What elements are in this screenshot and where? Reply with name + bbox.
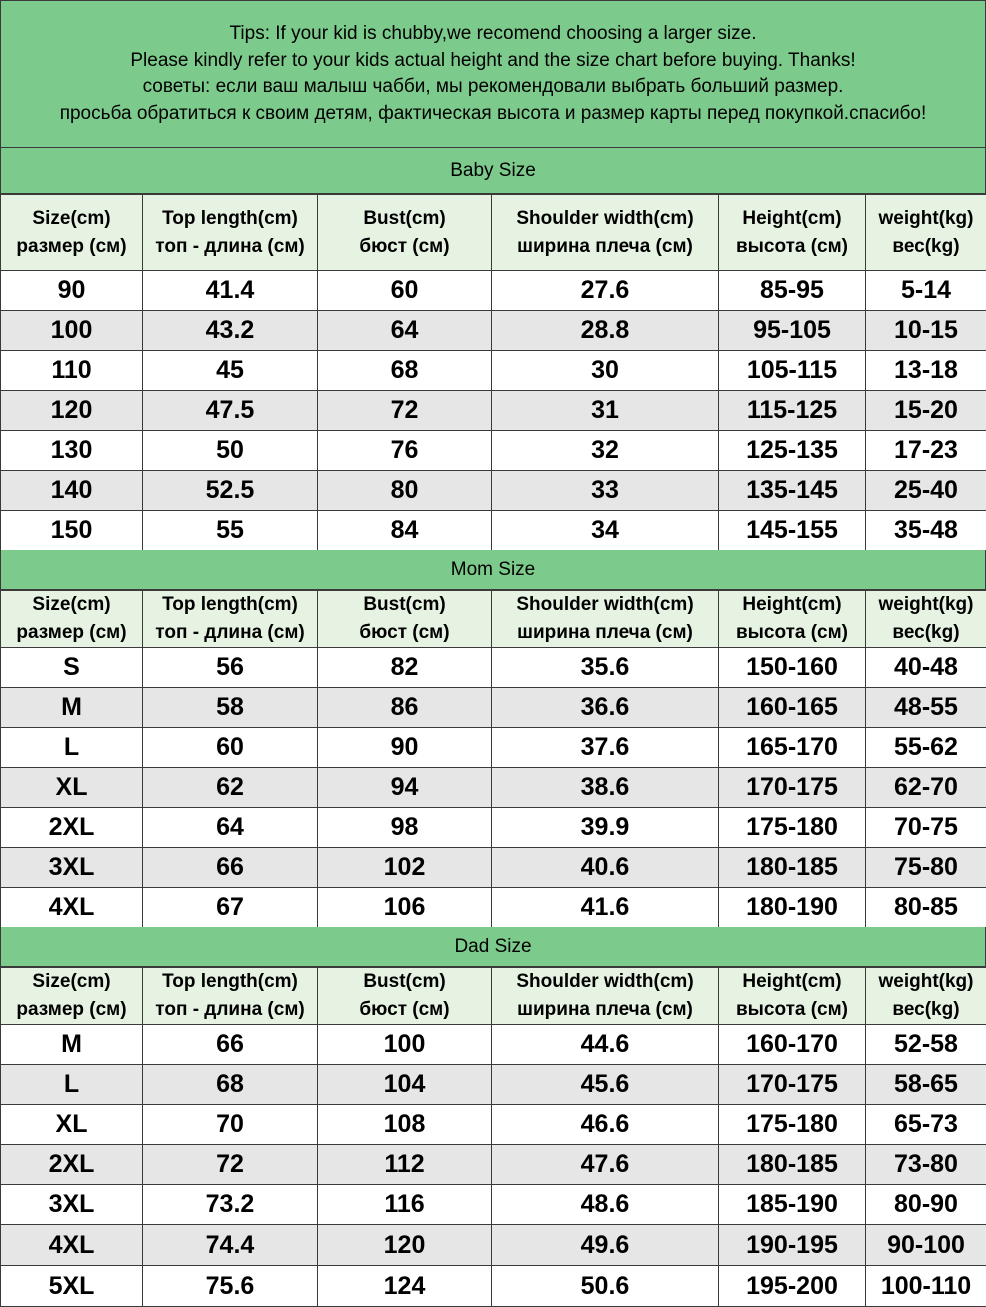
column-header [1,968,143,1025]
column-header-ru: размер (см) [1,233,142,261]
table-cell: 34 [492,511,719,551]
column-header-en: weight(kg) [866,591,986,619]
column-header [143,591,318,648]
table-row [1,1225,986,1266]
table-cell: 68 [318,351,492,391]
table-cell: M [1,1025,143,1065]
column-header-ru: высота (см) [719,233,865,261]
table-cell: 35.6 [492,648,719,688]
table-cell: 160-165 [719,688,866,728]
table-cell: 45.6 [492,1065,719,1105]
column-header-ru: бюст (см) [318,619,491,647]
table-cell: 13-18 [866,351,986,391]
table-cell: 31 [492,391,719,431]
column-header [1,195,143,271]
column-header-ru: высота (см) [719,619,865,647]
table-cell: 72 [143,1145,318,1185]
column-header [318,968,492,1025]
table-cell: 38.6 [492,768,719,808]
table-row [1,1185,986,1225]
mom-size-title: Mom Size [0,550,986,590]
table-cell: 2XL [1,1145,143,1185]
table-cell: 41.6 [492,888,719,928]
table-cell: L [1,728,143,768]
column-header [866,195,986,271]
table-cell: 90 [318,728,492,768]
table-cell: 180-185 [719,1145,866,1185]
table-cell: 5-14 [866,271,986,311]
header-row [1,591,986,648]
table-cell: 47.6 [492,1145,719,1185]
table-cell: 47.5 [143,391,318,431]
column-header-en: weight(kg) [866,968,986,996]
table-cell: 73-80 [866,1145,986,1185]
table-cell: 185-190 [719,1185,866,1225]
table-cell: 80-90 [866,1185,986,1225]
column-header [866,968,986,1025]
table-cell: 5XL [1,1266,143,1307]
column-header-ru: размер (см) [1,619,142,647]
table-cell: 64 [143,808,318,848]
table-cell: 37.6 [492,728,719,768]
table-cell: 41.4 [143,271,318,311]
table-cell: 140 [1,471,143,511]
table-cell: 100 [318,1025,492,1065]
table-cell: 48-55 [866,688,986,728]
table-cell: 120 [1,391,143,431]
table-cell: 125-135 [719,431,866,471]
column-header-ru: ширина плеча (см) [492,233,718,261]
table-cell: 50.6 [492,1266,719,1307]
table-row [1,351,986,391]
table-cell: 75-80 [866,848,986,888]
table-cell: 58-65 [866,1065,986,1105]
table-cell: 74.4 [143,1225,318,1266]
column-header-ru: бюст (см) [318,996,491,1024]
column-header-en: Bust(cm) [318,968,491,996]
table-cell: 72 [318,391,492,431]
table-row [1,431,986,471]
column-header [492,968,719,1025]
table-cell: 66 [143,848,318,888]
table-cell: 90-100 [866,1225,986,1266]
table-cell: 110 [1,351,143,391]
table-cell: 105-115 [719,351,866,391]
table-cell: 150-160 [719,648,866,688]
column-header-en: weight(kg) [866,205,986,233]
table-cell: 17-23 [866,431,986,471]
tips-line: Tips: If your kid is chubby,we recomend choosing a larger size. [230,21,757,48]
table-row [1,808,986,848]
table-cell: XL [1,1105,143,1145]
table-cell: 4XL [1,1225,143,1266]
column-header-en: Top length(cm) [143,968,317,996]
table-row [1,688,986,728]
column-header-en: Height(cm) [719,968,865,996]
column-header-ru: размер (см) [1,996,142,1024]
table-cell: 60 [143,728,318,768]
column-header-en: Size(cm) [1,968,142,996]
table-cell: 85-95 [719,271,866,311]
table-cell: 56 [143,648,318,688]
table-cell: 102 [318,848,492,888]
table-row [1,728,986,768]
table-cell: 44.6 [492,1025,719,1065]
table-cell: 33 [492,471,719,511]
table-cell: 67 [143,888,318,928]
table-cell: 49.6 [492,1225,719,1266]
table-cell: 55-62 [866,728,986,768]
table-cell: 130 [1,431,143,471]
table-cell: 62-70 [866,768,986,808]
baby-size-table [0,194,986,551]
table-cell: 52.5 [143,471,318,511]
column-header-en: Size(cm) [1,591,142,619]
column-header [719,591,866,648]
table-row [1,1105,986,1145]
table-cell: 30 [492,351,719,391]
table-cell: 180-190 [719,888,866,928]
table-cell: 98 [318,808,492,848]
table-cell: 135-145 [719,471,866,511]
column-header-ru: бюст (см) [318,233,491,261]
tips-box [0,0,986,148]
table-row [1,1266,986,1307]
column-header [143,195,318,271]
column-header [143,968,318,1025]
table-cell: 52-58 [866,1025,986,1065]
table-cell: 104 [318,1065,492,1105]
table-cell: 100 [1,311,143,351]
column-header-ru: топ - длина (см) [143,996,317,1024]
table-cell: 116 [318,1185,492,1225]
table-cell: 68 [143,1065,318,1105]
column-header-ru: вес(kg) [866,996,986,1024]
table-cell: L [1,1065,143,1105]
table-cell: 195-200 [719,1266,866,1307]
column-header-en: Height(cm) [719,591,865,619]
column-header [1,591,143,648]
table-cell: 58 [143,688,318,728]
table-row [1,888,986,928]
table-cell: 80 [318,471,492,511]
table-cell: 95-105 [719,311,866,351]
column-header [866,591,986,648]
table-cell: 43.2 [143,311,318,351]
table-cell: 90 [1,271,143,311]
table-cell: 108 [318,1105,492,1145]
column-header [318,591,492,648]
column-header [719,968,866,1025]
table-cell: 76 [318,431,492,471]
column-header-en: Shoulder width(cm) [492,591,718,619]
table-cell: 48.6 [492,1185,719,1225]
column-header-en: Shoulder width(cm) [492,205,718,233]
tips-line: советы: если ваш малыш чабби, мы рекомендовали выбрать больший размер. [143,74,844,101]
table-cell: 190-195 [719,1225,866,1266]
tips-line: просьба обратиться к своим детям, фактическая высота и размер карты перед покупкой.спасибо! [60,101,927,128]
column-header-ru: топ - длина (см) [143,619,317,647]
table-cell: 145-155 [719,511,866,551]
table-cell: 50 [143,431,318,471]
table-row [1,511,986,551]
table-cell: 2XL [1,808,143,848]
table-cell: 60 [318,271,492,311]
table-cell: 39.9 [492,808,719,848]
table-cell: 3XL [1,1185,143,1225]
column-header-ru: топ - длина (см) [143,233,317,261]
table-row [1,1145,986,1185]
table-cell: 36.6 [492,688,719,728]
table-cell: 175-180 [719,1105,866,1145]
table-row [1,768,986,808]
table-cell: 80-85 [866,888,986,928]
table-cell: 64 [318,311,492,351]
table-cell: 170-175 [719,768,866,808]
table-cell: 165-170 [719,728,866,768]
table-cell: 28.8 [492,311,719,351]
table-cell: 82 [318,648,492,688]
column-header-ru: вес(kg) [866,619,986,647]
table-cell: 70-75 [866,808,986,848]
header-row [1,968,986,1025]
table-row [1,311,986,351]
column-header-en: Height(cm) [719,205,865,233]
mom-size-table [0,590,986,928]
table-cell: 10-15 [866,311,986,351]
table-cell: 40.6 [492,848,719,888]
column-header [719,195,866,271]
column-header-ru: вес(kg) [866,233,986,261]
table-cell: M [1,688,143,728]
column-header-en: Top length(cm) [143,591,317,619]
table-cell: 25-40 [866,471,986,511]
table-cell: 32 [492,431,719,471]
table-cell: 3XL [1,848,143,888]
baby-size-title: Baby Size [0,148,986,194]
table-row [1,1065,986,1105]
table-row [1,391,986,431]
column-header-en: Size(cm) [1,205,142,233]
column-header-ru: высота (см) [719,996,865,1024]
tips-line: Please kindly refer to your kids actual height and the size chart before buying. Thanks! [130,48,855,75]
column-header-en: Shoulder width(cm) [492,968,718,996]
column-header [318,195,492,271]
table-cell: 150 [1,511,143,551]
table-cell: 55 [143,511,318,551]
column-header-en: Bust(cm) [318,591,491,619]
column-header-en: Top length(cm) [143,205,317,233]
column-header-ru: ширина плеча (см) [492,619,718,647]
column-header [492,195,719,271]
table-row [1,1025,986,1065]
table-cell: 100-110 [866,1266,986,1307]
table-cell: 124 [318,1266,492,1307]
dad-size-table [0,967,986,1307]
table-row [1,648,986,688]
header-row [1,195,986,271]
table-cell: 112 [318,1145,492,1185]
table-cell: 160-170 [719,1025,866,1065]
table-cell: 75.6 [143,1266,318,1307]
table-cell: 45 [143,351,318,391]
table-cell: 170-175 [719,1065,866,1105]
table-cell: S [1,648,143,688]
table-row [1,271,986,311]
table-cell: 106 [318,888,492,928]
table-cell: 120 [318,1225,492,1266]
table-cell: 4XL [1,888,143,928]
column-header-en: Bust(cm) [318,205,491,233]
table-cell: 84 [318,511,492,551]
table-cell: 94 [318,768,492,808]
column-header [492,591,719,648]
table-cell: 46.6 [492,1105,719,1145]
dad-size-title: Dad Size [0,927,986,967]
table-cell: 62 [143,768,318,808]
table-cell: 65-73 [866,1105,986,1145]
table-cell: 86 [318,688,492,728]
table-row [1,848,986,888]
table-cell: 175-180 [719,808,866,848]
table-cell: 180-185 [719,848,866,888]
table-cell: 115-125 [719,391,866,431]
table-cell: 40-48 [866,648,986,688]
table-cell: 35-48 [866,511,986,551]
table-cell: XL [1,768,143,808]
table-cell: 27.6 [492,271,719,311]
column-header-ru: ширина плеча (см) [492,996,718,1024]
table-row [1,471,986,511]
table-cell: 15-20 [866,391,986,431]
table-cell: 66 [143,1025,318,1065]
table-cell: 70 [143,1105,318,1145]
table-cell: 73.2 [143,1185,318,1225]
